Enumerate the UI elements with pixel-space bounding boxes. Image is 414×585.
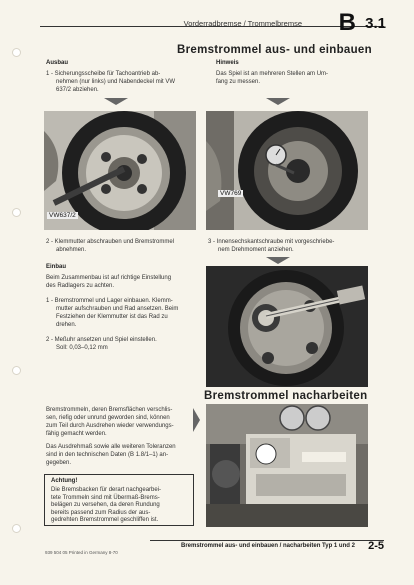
ausbau-step-2: 2 - Klemmutter abschrauben und Bremstrommel abnehmen. <box>46 239 175 253</box>
step-3-tighten-screw: 3 - Innensechskantschraube mit vorgeschriebe- nem Drehmoment anziehen. <box>208 239 335 253</box>
header-title: Vorderradbremse / Trommelbremse <box>183 19 302 28</box>
arrow-down-icon <box>104 98 128 105</box>
refinish-paragraph-2: Das Ausdrehmaß sowie alle weiteren Toleranzen sind in den technischen Daten (B 1.8/1–1) an- gegeben. <box>46 444 176 466</box>
refinish-paragraph-1: Bremstrommeln, deren Bremsflächen verschlis- sen, riefig oder unrund geworden sind, können zum Teil durch Ausdrehen wieder verwendungs- fähig gemacht werden. <box>46 407 174 437</box>
hinweis-heading: Hinweis <box>216 60 239 66</box>
ausbau-step-1: 1 - Sicherungsscheibe für Tachoantrieb ab- nehmen (nur links) und Nabendeckel mit VW 637/2 abziehen. <box>46 71 176 93</box>
einbau-step-1: 1 - Bremstrommel und Lager einbauen. Klemm- mutter aufschrauben und Rad ansetzen. Beim Festziehen der Klemmutter ist das Rad zu drehen. <box>46 298 179 328</box>
arrow-right-icon <box>193 408 200 432</box>
einbau-intro: Beim Zusammenbau ist auf richtige Einstellung des Radlagers zu achten. <box>46 275 172 289</box>
footer-title: Bremstrommel aus- und einbauen / nacharbeiten Typ 1 und 2 <box>181 543 355 549</box>
photo-brake-lathe <box>206 404 368 527</box>
page-number: 2-5 <box>368 540 384 552</box>
header-group-letter: B <box>338 9 356 36</box>
punch-hole <box>12 208 21 217</box>
einbau-step-2: 2 - Meßuhr ansetzen und Spiel einstellen. Soll: 0,03–0,12 mm <box>46 337 157 351</box>
warning-box <box>44 474 194 526</box>
warning-text: Die Bremsbacken für derart nachgearbei- tete Trommeln sind mit Übermaß-Brems- belägen zu versehen, da deren Rundung bereits passend zum Radius der aus- gedrehten Bremstrommel geschliffen ist. <box>51 487 162 523</box>
warning-heading: Achtung! <box>51 478 78 484</box>
print-info: 939 504 05 Printed in Germany 8-70 <box>45 550 118 555</box>
photo-torque-wrench <box>206 266 368 387</box>
punch-hole <box>12 48 21 57</box>
arrow-down-icon <box>266 98 290 105</box>
header-group-number: 3.1 <box>365 15 386 32</box>
section-title-remove-install: Bremstrommel aus- und einbauen <box>177 44 372 56</box>
section-title-refinish: Bremstrommel nacharbeiten <box>204 390 368 402</box>
ausbau-heading: Ausbau <box>46 60 69 66</box>
arrow-down-icon <box>266 257 290 264</box>
photo-dial-gauge <box>206 111 368 230</box>
footer-rule <box>150 540 384 541</box>
hinweis-text: Das Spiel ist an mehreren Stellen am Um- fang zu messen. <box>216 71 329 85</box>
punch-hole <box>12 366 21 375</box>
photo-hub-cap-puller <box>44 111 196 230</box>
einbau-heading: Einbau <box>46 264 67 270</box>
punch-hole <box>12 524 21 533</box>
tool-label-vw769: VW769 <box>220 190 242 197</box>
tool-label-vw637: VW637/2 <box>49 212 76 219</box>
